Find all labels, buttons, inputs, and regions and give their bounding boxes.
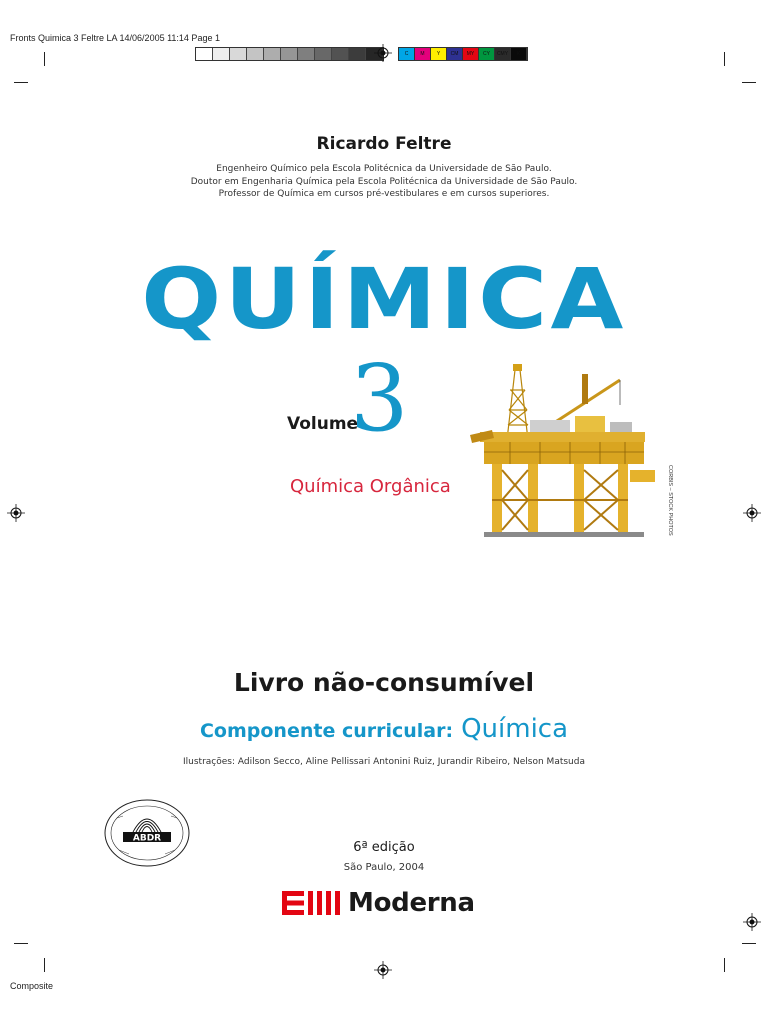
oil-platform-image bbox=[470, 360, 670, 545]
book-subtitle: Química Orgânica bbox=[290, 476, 451, 497]
gray-swatch bbox=[196, 48, 213, 60]
seal-text: ABDR bbox=[132, 833, 162, 844]
photo-credit: CORBIS – STOCK PHOTOS bbox=[667, 465, 673, 536]
illustrators-credit: Ilustrações: Adilson Secco, Aline Pellissari Antonini Ruiz, Jurandir Ribeiro, Nelson Matsuda bbox=[183, 757, 585, 767]
gray-swatch bbox=[213, 48, 230, 60]
credential-line: Engenheiro Químico pela Escola Politécnica da Universidade de São Paulo. bbox=[216, 164, 552, 174]
gray-calibration-strip bbox=[195, 47, 384, 61]
city-year: São Paulo, 2004 bbox=[343, 862, 425, 873]
crop-mark bbox=[14, 943, 28, 944]
registration-mark-icon bbox=[743, 913, 761, 931]
credential-line: Doutor em Engenharia Química pela Escola Politécnica da Universidade de São Paulo. bbox=[190, 176, 578, 187]
color-swatch: Y bbox=[431, 48, 447, 60]
gray-swatch bbox=[349, 48, 366, 60]
crop-mark bbox=[14, 82, 28, 83]
author-name: Ricardo Feltre bbox=[316, 134, 452, 154]
crop-mark bbox=[724, 958, 725, 972]
color-calibration-strip bbox=[398, 47, 528, 61]
gray-swatch bbox=[247, 48, 264, 60]
crop-mark bbox=[742, 82, 756, 83]
color-swatch: CM bbox=[447, 48, 463, 60]
volume-label: Volume bbox=[287, 414, 359, 434]
crop-mark bbox=[742, 943, 756, 944]
crop-mark bbox=[44, 958, 45, 972]
color-swatch: K bbox=[511, 48, 527, 60]
color-swatch: CMY bbox=[495, 48, 511, 60]
registration-mark-icon bbox=[7, 504, 25, 522]
crop-mark bbox=[724, 52, 725, 66]
component-label: Componente curricular: bbox=[199, 720, 454, 742]
credential-line: Professor de Química em cursos pré-vestibulares e em cursos superiores. bbox=[218, 189, 550, 199]
gray-swatch bbox=[264, 48, 281, 60]
author-credentials bbox=[0, 163, 768, 201]
abdr-seal-logo bbox=[103, 798, 191, 868]
registration-mark-icon bbox=[374, 961, 392, 979]
gray-swatch bbox=[230, 48, 247, 60]
edition-label: 6ª edição bbox=[353, 840, 415, 855]
printer-slug: Fronts Quimica 3 Feltre LA 14/06/2005 11:14 Page 1 bbox=[10, 33, 220, 43]
registration-mark-icon bbox=[374, 44, 392, 62]
composite-label: Composite bbox=[10, 981, 54, 991]
color-swatch: C bbox=[399, 48, 415, 60]
publisher-logo bbox=[282, 887, 475, 919]
registration-mark-icon bbox=[743, 504, 761, 522]
gray-swatch bbox=[281, 48, 298, 60]
color-swatch: M bbox=[415, 48, 431, 60]
crop-mark bbox=[44, 52, 45, 66]
book-title: QUÍMICA bbox=[141, 250, 627, 348]
publisher-name: Moderna bbox=[348, 888, 475, 918]
color-swatch: MY bbox=[463, 48, 479, 60]
color-swatch: CY bbox=[479, 48, 495, 60]
volume-number: 3 bbox=[350, 345, 409, 452]
moderna-mark-icon bbox=[282, 889, 342, 917]
component-value: Química bbox=[461, 714, 569, 744]
curricular-component bbox=[0, 714, 768, 744]
gray-swatch bbox=[315, 48, 332, 60]
gray-swatch bbox=[298, 48, 315, 60]
gray-swatch bbox=[332, 48, 349, 60]
not-consumable-notice: Livro não-consumível bbox=[233, 668, 535, 697]
